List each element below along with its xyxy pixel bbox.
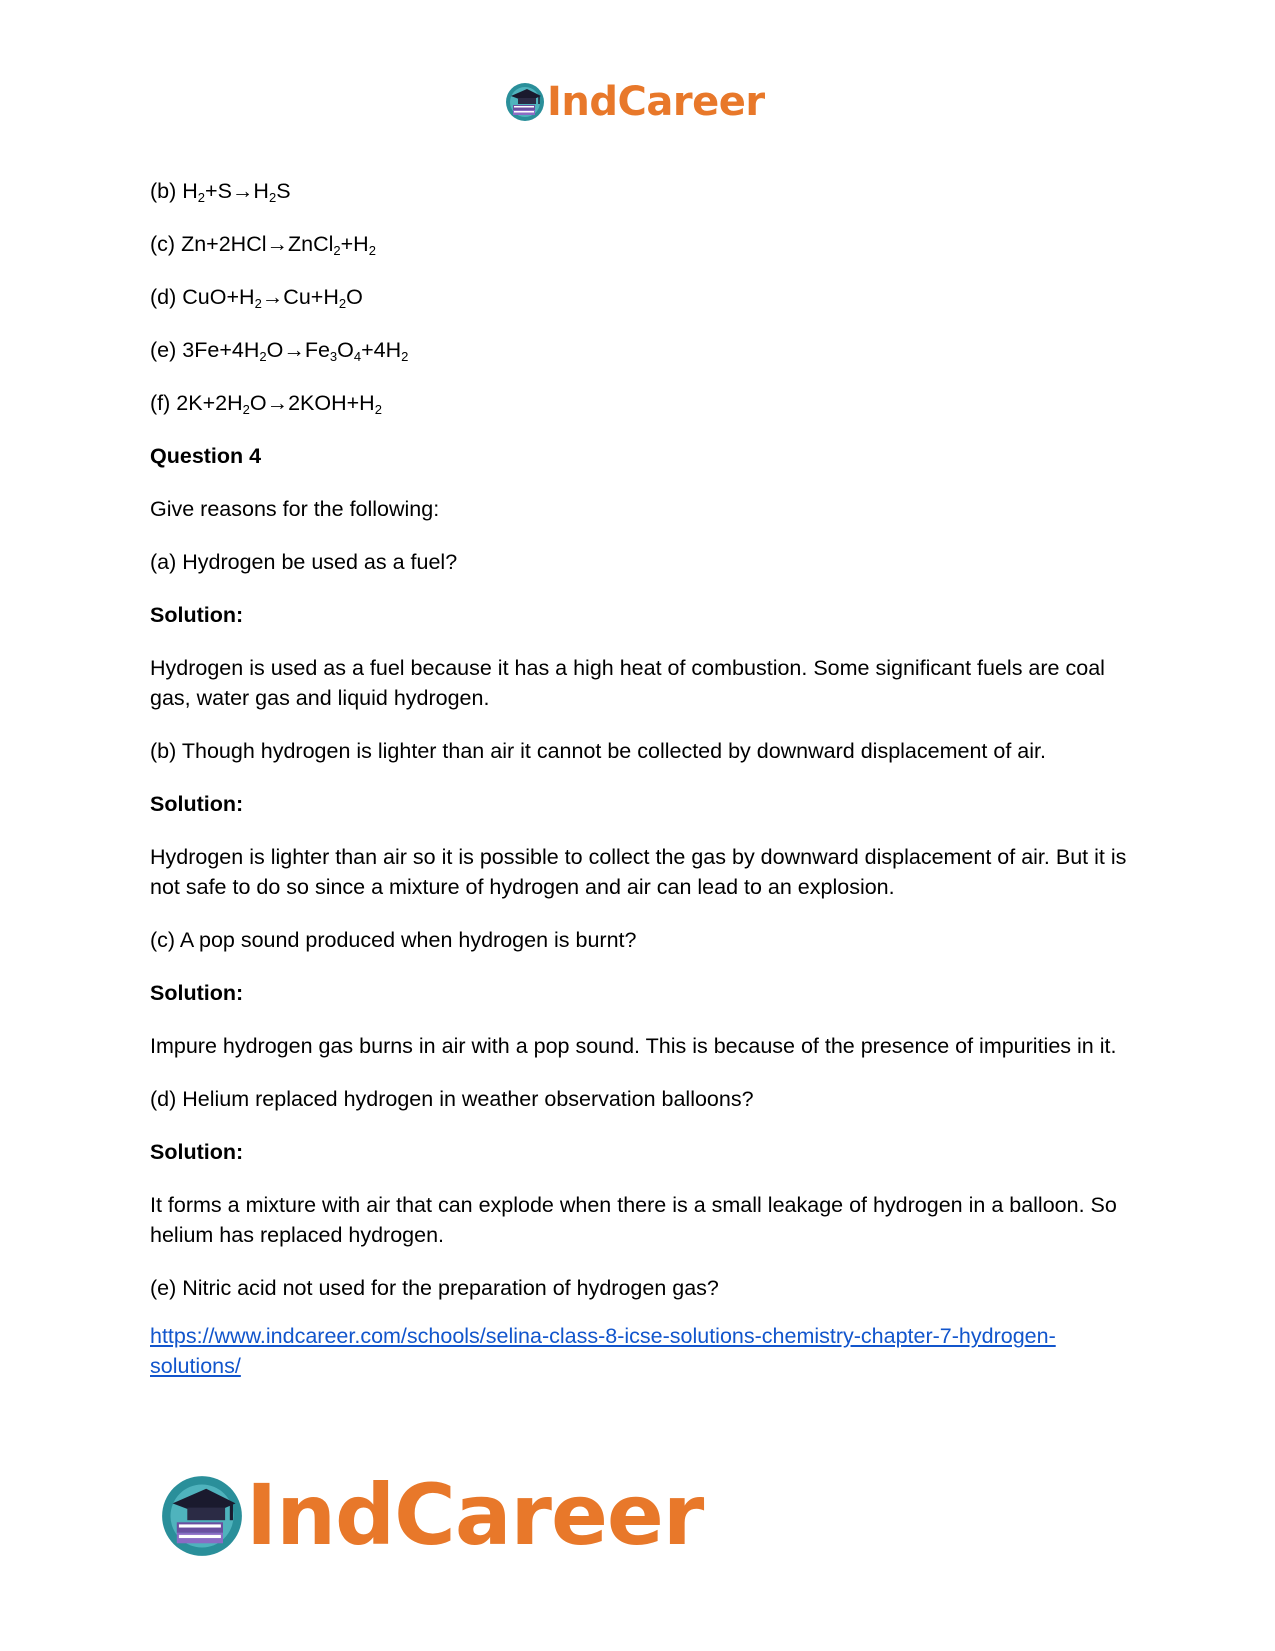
logo-wordmark: IndCareer (246, 1466, 704, 1564)
answer-d: It forms a mixture with air that can explode when there is a small leakage of hydrogen in a balloon. So helium has replaced hydrogen. (150, 1193, 1117, 1247)
question-title: Question 4 (150, 444, 262, 468)
source-link-line2[interactable]: solutions/ (150, 1354, 241, 1378)
prompt-e: (e) Nitric acid not used for the preparation of hydrogen gas? (150, 1276, 719, 1300)
solution-label: Solution: (150, 1140, 244, 1164)
equation-c: (c) $Zn+2HCl\to ZnCl_2+H_2$ (150, 232, 376, 258)
question-intro: Give reasons for the following: (150, 497, 440, 521)
prompt-c: (c) A pop sound produced when hydrogen is burnt? (150, 928, 637, 952)
solution-label: Solution: (150, 792, 244, 816)
equation-d: (d) $CuO+H_2\to Cu+H_2O$ (150, 285, 363, 311)
answer-a: Hydrogen is used as a fuel because it has a high heat of combustion. Some significant fuels are coal gas, water gas and liquid hydrogen. (150, 656, 1105, 710)
logo-wordmark: IndCareer (547, 79, 765, 125)
equation-b: (b) $H_2+S\to H_2S$ (150, 179, 291, 205)
prompt-d: (d) Helium replaced hydrogen in weather observation balloons? (150, 1087, 754, 1111)
equation-f: (f) $2K+2H_2O\to 2KOH+H_2$ (150, 391, 382, 417)
solution-label: Solution: (150, 981, 244, 1005)
graduation-cap-book-icon (505, 82, 545, 122)
prompt-a: (a) Hydrogen be used as a fuel? (150, 550, 458, 574)
source-link[interactable] (150, 1321, 1130, 1381)
document-body (150, 176, 1130, 1381)
equation-e: (e) $3Fe+4H_2O\to Fe_3O_4+4H_2$ (150, 338, 409, 364)
source-link-line1[interactable]: https://www.indcareer.com/schools/selina-class-8-icse-solutions-chemistry-chapter-7-hydrogen- (150, 1324, 1056, 1348)
graduation-cap-book-icon (160, 1474, 244, 1558)
answer-c: Impure hydrogen gas burns in air with a pop sound. This is because of the presence of impurities in it. (150, 1034, 1117, 1058)
prompt-b: (b) Though hydrogen is lighter than air it cannot be collected by downward displacement of air. (150, 739, 1046, 763)
footer-logo (160, 1468, 703, 1563)
answer-b: Hydrogen is lighter than air so it is possible to collect the gas by downward displacement of air. But it is not safe to do so since a mixture of hydrogen and air can lead to an explosion. (150, 845, 1127, 899)
header-logo (505, 78, 765, 126)
solution-label: Solution: (150, 603, 244, 627)
